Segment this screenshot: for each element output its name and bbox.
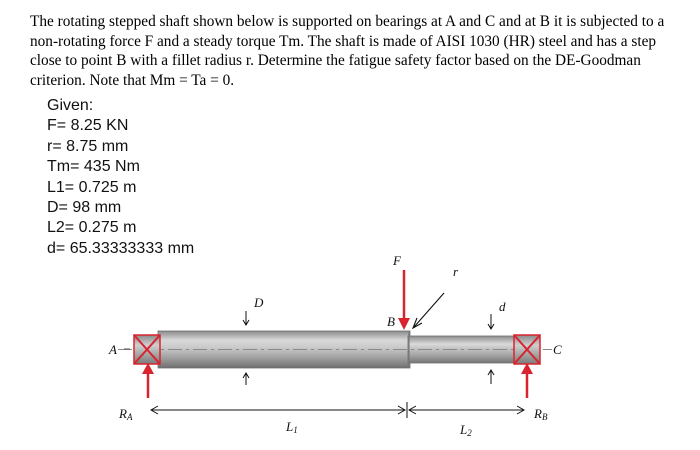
label-force-f: F bbox=[393, 253, 401, 268]
given-force: F= 8.25 KN bbox=[47, 117, 129, 135]
given-small-diameter: d= 65.33333333 mm bbox=[47, 239, 195, 257]
label-length-l2: L2 bbox=[460, 422, 472, 438]
reaction-arrow-c bbox=[521, 363, 533, 398]
label-point-b: B bbox=[387, 314, 395, 329]
given-heading: Given: bbox=[47, 97, 94, 114]
label-reaction-a: RA bbox=[119, 406, 133, 422]
label-reaction-b: RB bbox=[534, 406, 548, 422]
label-point-c: C bbox=[553, 342, 562, 357]
label-diameter-d-large: D bbox=[254, 295, 264, 310]
bearing-c bbox=[514, 335, 540, 364]
label-length-l1: L1 bbox=[286, 419, 298, 435]
given-fillet-radius: r= 8.75 mm bbox=[47, 137, 129, 155]
fillet-radius-leader bbox=[413, 293, 444, 328]
label-fillet-r: r bbox=[453, 264, 459, 279]
reaction-arrow-a bbox=[142, 363, 154, 398]
given-length-2: L2= 0.275 m bbox=[47, 219, 137, 237]
given-large-diameter: D= 98 mm bbox=[47, 198, 122, 216]
label-point-a: A bbox=[109, 342, 117, 357]
force-arrow-f bbox=[398, 270, 410, 330]
given-torque: Tm= 435 Nm bbox=[47, 158, 140, 176]
given-length-1: L1= 0.725 m bbox=[47, 178, 137, 196]
bearing-a bbox=[134, 335, 160, 364]
dimension-l2 bbox=[409, 406, 524, 414]
problem-statement: The rotating stepped shaft shown below is supported on bearings at A and C and at B it is subjected to a non-rotating force F and a steady torque Tm. The shaft is made of AISI 1030 (HR) steel and has a step close to point B with a fillet radius r. Determine the fatigue safety factor based on the DE-Goodman criterion. Note that Mm = Ta = 0. bbox=[30, 13, 665, 89]
dimension-l1 bbox=[151, 406, 405, 414]
label-diameter-d-small: d bbox=[499, 299, 506, 314]
